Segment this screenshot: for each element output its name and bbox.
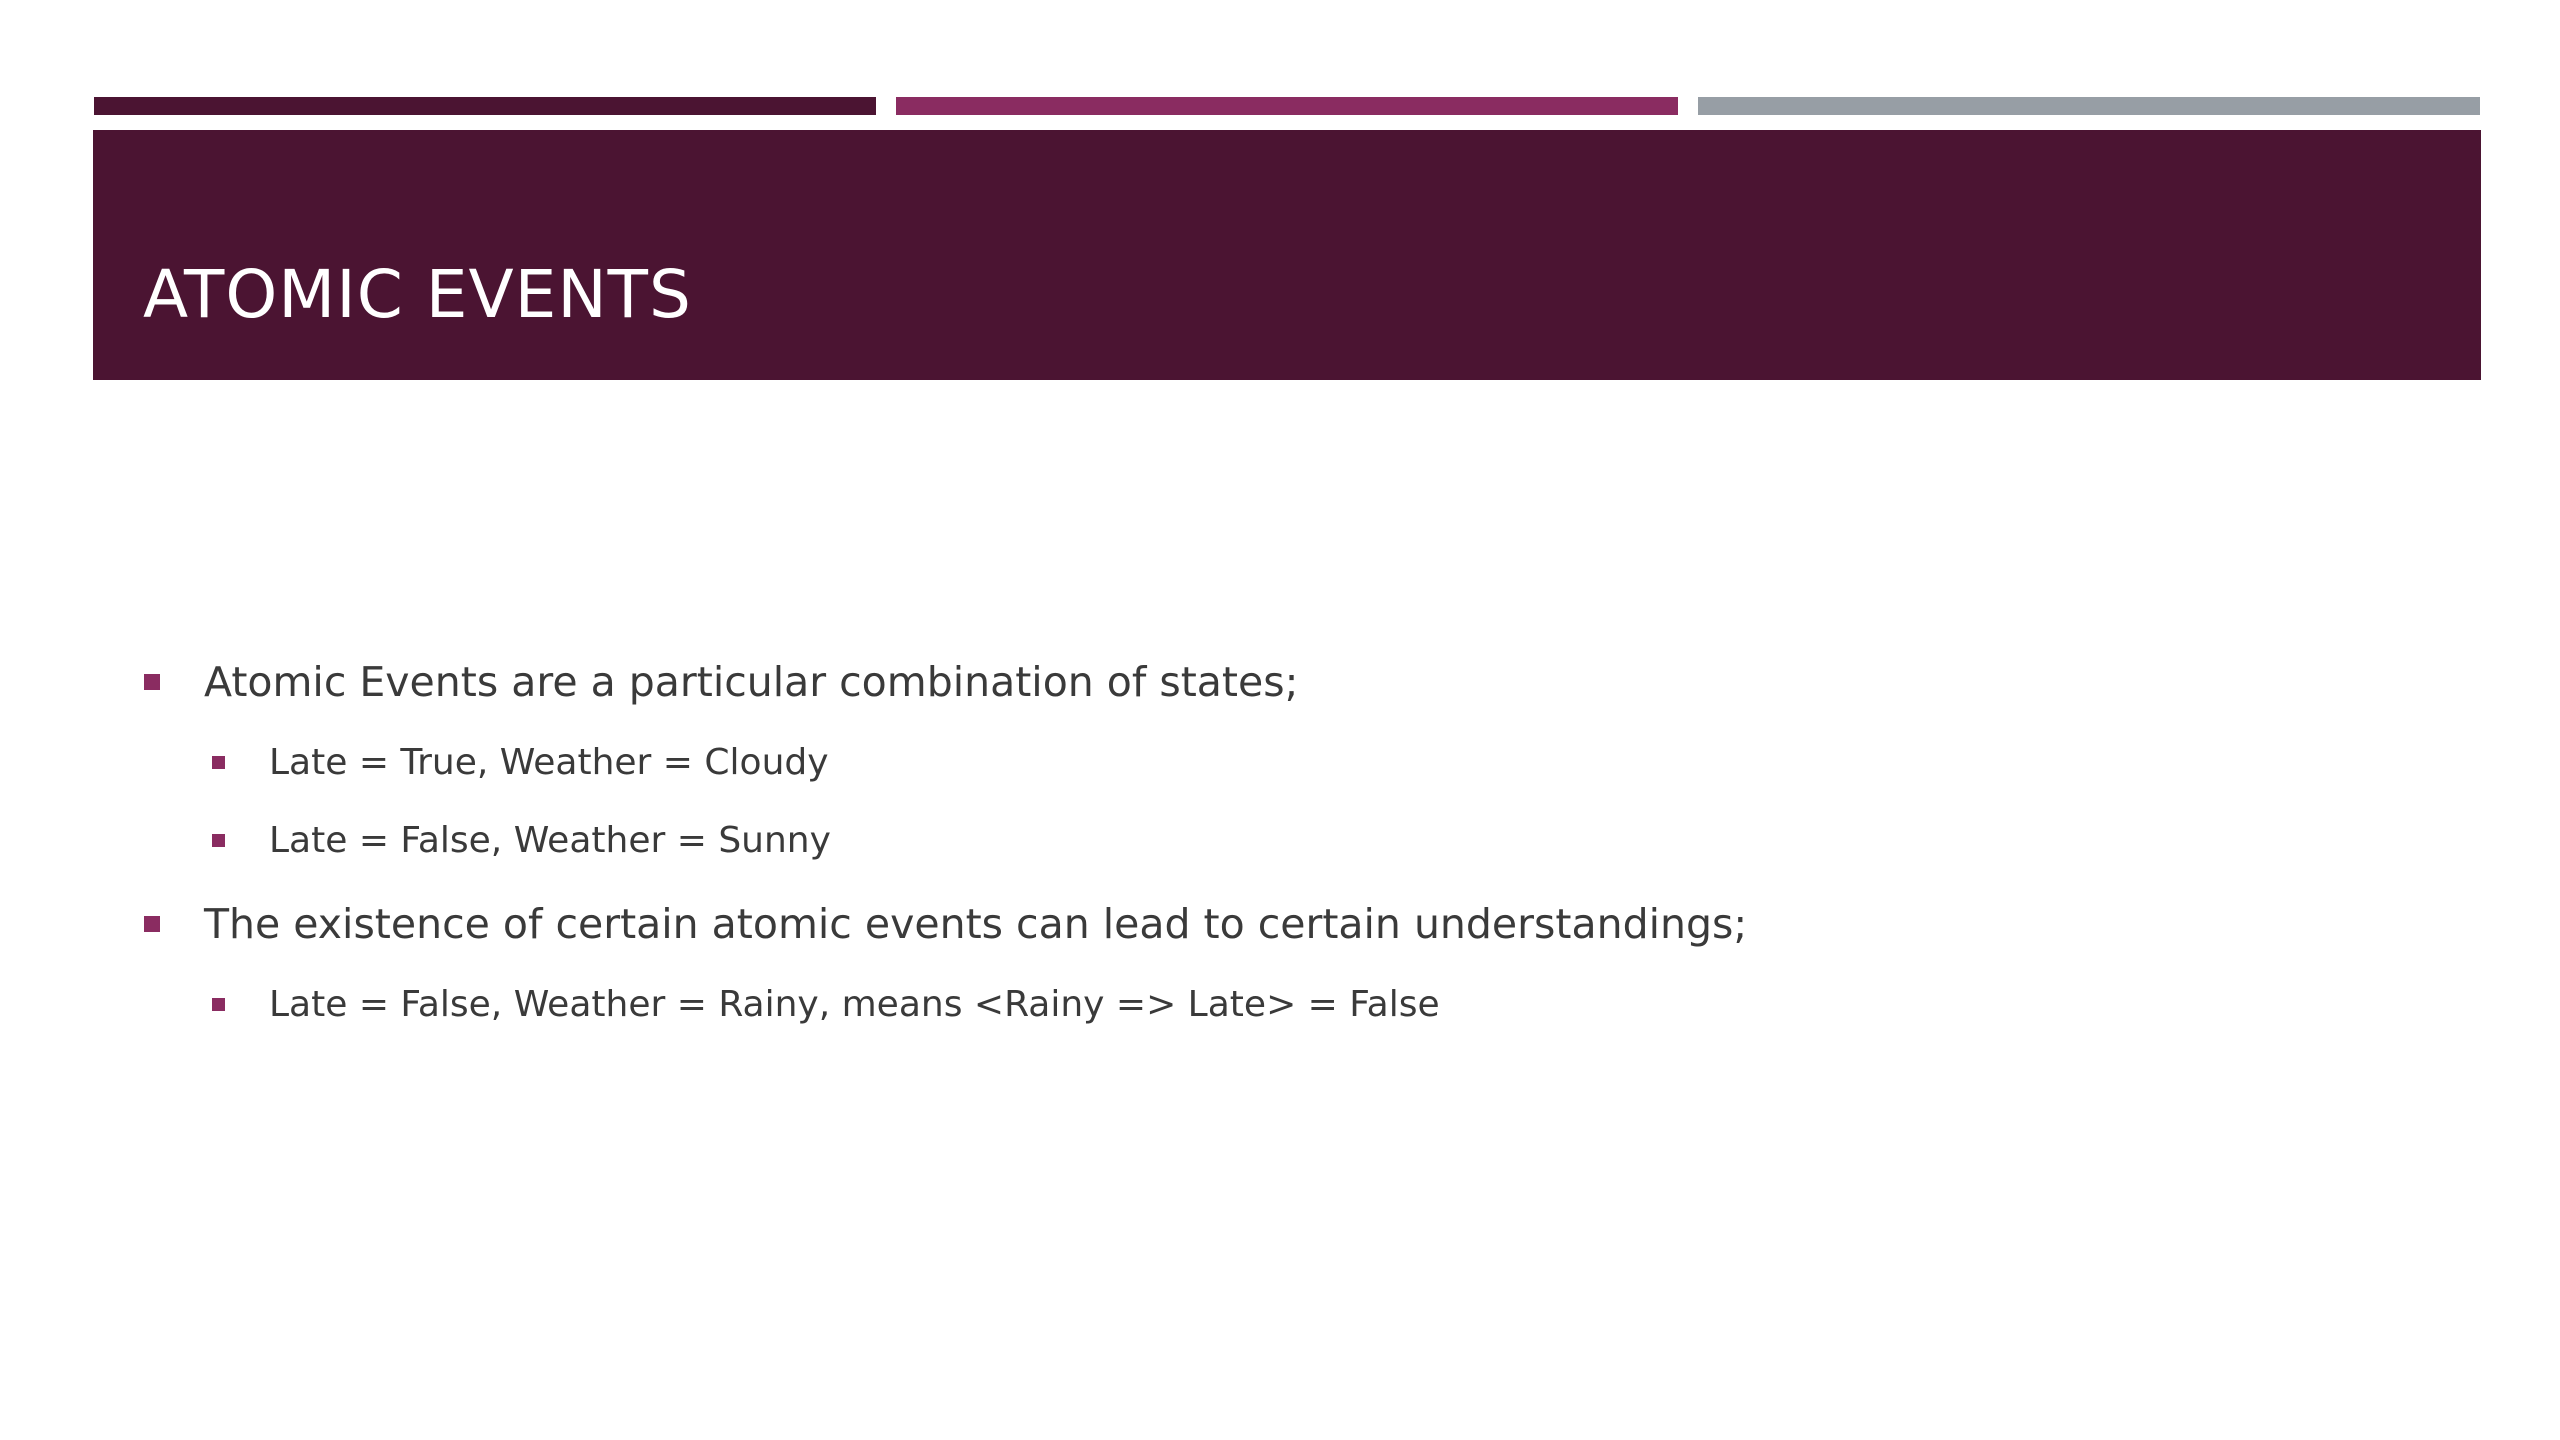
square-bullet-icon: [212, 998, 225, 1011]
square-bullet-icon: [144, 674, 160, 690]
square-bullet-icon: [212, 834, 225, 847]
bullet-text: The existence of certain atomic events can lead to certain understandings;: [204, 900, 1748, 948]
sub-bullet-text: Late = True, Weather = Cloudy: [269, 742, 829, 783]
slide-title: ATOMIC EVENTS: [143, 256, 692, 333]
bullet-item: [144, 658, 1298, 706]
square-bullet-icon: [212, 756, 225, 769]
sub-bullet-item: [212, 820, 831, 861]
sub-bullet-item: [212, 984, 1440, 1025]
square-bullet-icon: [144, 916, 160, 932]
bullet-text: Atomic Events are a particular combination of states;: [204, 658, 1299, 706]
sub-bullet-item: [212, 742, 829, 783]
bullet-item: [144, 900, 1747, 948]
sub-bullet-text: Late = False, Weather = Rainy, means <Rainy => Late> = False: [269, 984, 1440, 1025]
sub-bullet-text: Late = False, Weather = Sunny: [269, 820, 831, 861]
